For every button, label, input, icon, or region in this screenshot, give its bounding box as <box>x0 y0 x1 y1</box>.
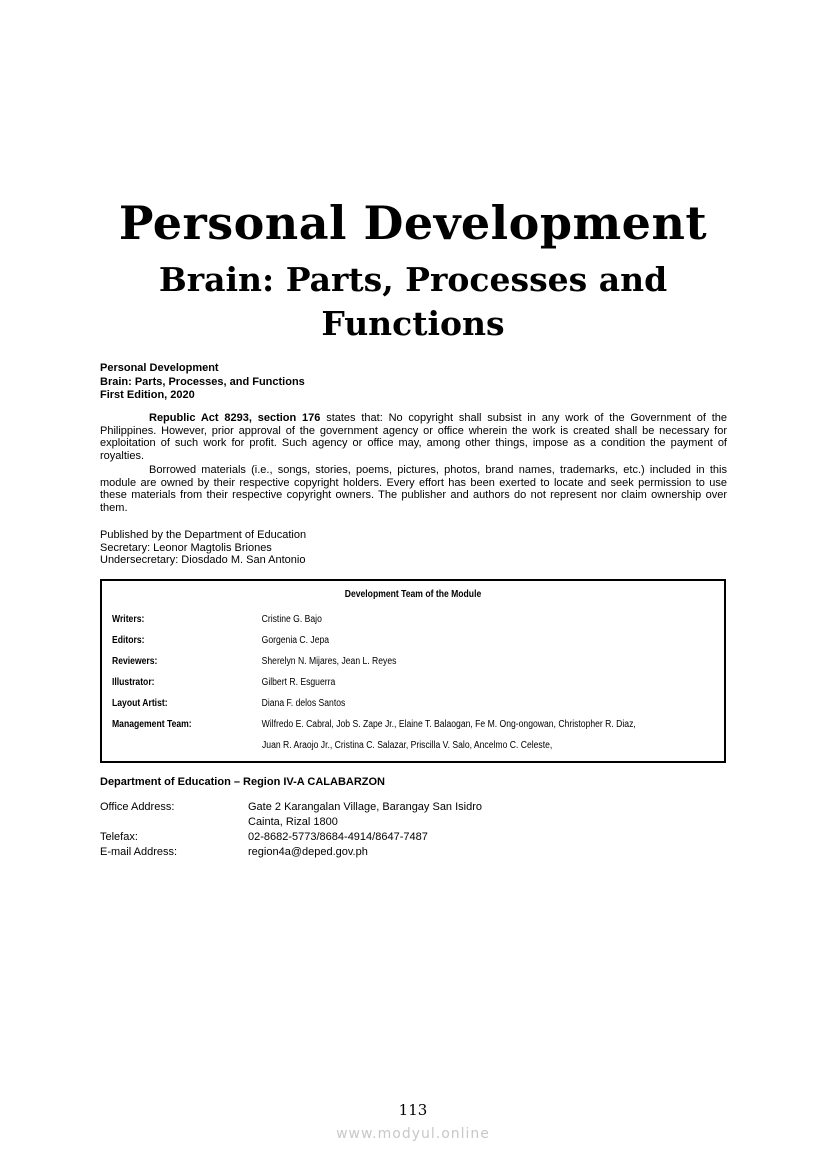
publication-meta <box>100 362 305 403</box>
telefax <box>100 831 428 844</box>
publisher-line: Published by the Department of Education <box>100 529 307 541</box>
secretary-line: Secretary: Leonor Magtolis Briones <box>100 541 272 554</box>
team-row-value: Sherelyn N. Mijares, Jean L. Reyes <box>261 656 397 667</box>
watermark: www.modyul.online <box>336 1126 490 1142</box>
telefax-value: 02-8682-5773/8684-4914/8647-7487 <box>248 831 428 843</box>
subtitle-line-1: Brain: Parts, Processes and <box>158 260 668 299</box>
meta-module-title: Brain: Parts, Processes, and Functions <box>100 375 305 388</box>
team-row-label: Editors: <box>112 635 145 646</box>
document-subtitle <box>0 258 826 346</box>
office-address <box>100 801 482 814</box>
team-row-reviewers <box>112 656 396 667</box>
undersecretary-line: Undersecretary: Diosdado M. San Antonio <box>100 554 306 567</box>
document-title: Personal Development <box>118 196 708 250</box>
subtitle-line-2: Functions <box>321 304 505 343</box>
team-row-layout-artist <box>112 698 345 709</box>
meta-subject: Personal Development <box>100 362 219 374</box>
team-row-management <box>112 719 636 730</box>
team-row-value: Diana F. delos Santos <box>261 698 346 709</box>
copyright-statement: states that: No copyright shall subsist in any work of the Government of the Philippines. However, prior approval of the government agency or office wherein the work is created shall be necessary for exploitation of such work for profit. Such agency or office may, among other things, impose as a condition the payment of royalties. <box>100 412 727 462</box>
team-row-editors <box>112 635 329 646</box>
team-box-title: Development Team of the Module <box>344 589 482 600</box>
team-row-writers <box>112 614 322 625</box>
meta-edition: First Edition, 2020 <box>100 389 195 401</box>
team-row-value: Gorgenia C. Jepa <box>261 635 330 646</box>
publisher-info <box>100 529 306 567</box>
team-row-value: Wilfredo E. Cabral, Job S. Zape Jr., Elaine T. Balaogan, Fe M. Ong-ongowan, Christopher R. Diaz, <box>261 719 636 730</box>
team-row-label: Illustrator: <box>112 677 155 688</box>
office-address-line-1: Gate 2 Karangalan Village, Barangay San Isidro <box>248 801 483 813</box>
team-management-continued: Juan R. Araojo Jr., Cristina C. Salazar, Priscilla V. Salo, Ancelmo C. Celeste, <box>262 740 553 751</box>
region-office-title: Department of Education – Region IV-A CALABARZON <box>100 776 385 788</box>
team-row-label: Management Team: <box>112 719 192 730</box>
copyright-paragraph <box>100 412 727 462</box>
email <box>100 846 368 859</box>
telefax-label: Telefax: <box>100 831 138 843</box>
borrowed-materials-paragraph: Borrowed materials (i.e., songs, stories, poems, pictures, photos, brand names, trademarks, etc.) included in this module are owned by their respective copyright holders. Every effort has been exerted to locate and seek permission to use these materials from their respective copyright owners. The publisher and authors do not represent nor claim ownership over them. <box>100 464 727 514</box>
team-row-illustrator <box>112 677 335 688</box>
email-label: E-mail Address: <box>100 846 178 858</box>
development-team-box <box>100 579 726 763</box>
office-address-line-2: Cainta, Rizal 1800 <box>248 816 338 828</box>
team-row-value: Gilbert R. Esguerra <box>261 677 336 688</box>
email-value: region4a@deped.gov.ph <box>248 846 368 858</box>
page-number: 113 <box>398 1101 428 1119</box>
team-row-label: Reviewers: <box>112 656 158 667</box>
team-row-label: Writers: <box>112 614 145 625</box>
office-address-label: Office Address: <box>100 801 175 813</box>
copyright-law-reference: Republic Act 8293, section 176 <box>149 412 321 424</box>
office-address-cont <box>100 816 338 829</box>
team-row-value: Cristine G. Bajo <box>261 614 322 625</box>
team-row-label: Layout Artist: <box>112 698 168 709</box>
